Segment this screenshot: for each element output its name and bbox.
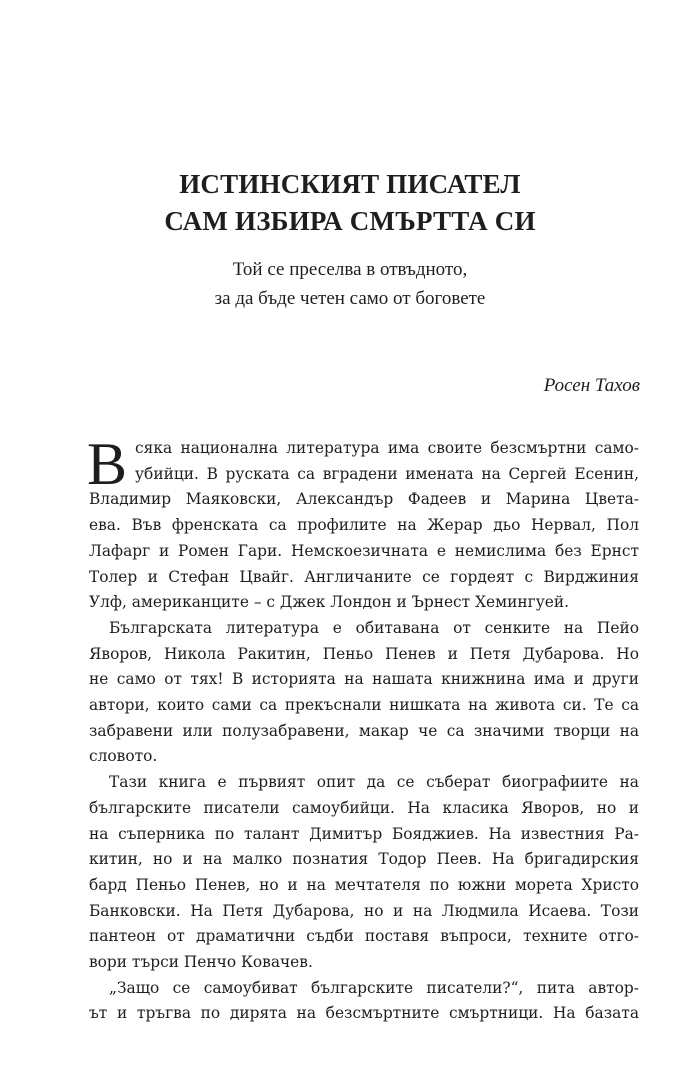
text-line: Владимир Маяковски, Александър Фадеев и Марина Цвета- bbox=[89, 490, 639, 509]
text-line: Тази книга е първият опит да се съберат биографиите на bbox=[109, 773, 639, 792]
text-line: Българската литература е обитавана от сенките на Пейо bbox=[109, 618, 639, 637]
text-lines bbox=[89, 487, 639, 1027]
text-line: „Защо се самоубиват българските писатели?“, пита автор- bbox=[109, 978, 639, 997]
text-line: българските писатели самоубийци. На класика Яворов, но и bbox=[89, 798, 639, 817]
text-line: вори търси Пенчо Ковачев. bbox=[89, 953, 313, 972]
first-paragraph-opening bbox=[87, 431, 639, 497]
text-line: Улф, американците – с Джек Лондон и Ърнест Хемингуей. bbox=[89, 593, 570, 612]
body-text bbox=[87, 431, 639, 1027]
title-line-1: ИСТИНСКИЯТ ПИСАТЕЛ bbox=[179, 169, 521, 199]
text-line: ът и тръгва по дирята на безсмъртните смъртници. На базата bbox=[89, 1004, 639, 1023]
text-line: бард Пеньо Пенев, но и на мечтателя по южни морета Христо bbox=[89, 875, 639, 894]
text-line: автори, които сами са прекъснали нишката на живота си. Те са bbox=[89, 696, 639, 715]
text-line: Банковски. На Петя Дубарова, но и на Людмила Исаева. Този bbox=[89, 901, 639, 920]
subtitle bbox=[0, 255, 700, 313]
text-line: сяка национална литература има своите безсмъртни само- bbox=[135, 439, 639, 457]
drop-cap: В bbox=[87, 431, 128, 497]
text-line: пантеон от драматични съдби поставя въпроси, техните отго- bbox=[89, 927, 639, 946]
text-line: китин, но и на малко познатия Тодор Пеев. На бригадирския bbox=[89, 850, 639, 869]
text-line: убийци. В руската са вградени имената на Сергей Есенин, bbox=[135, 464, 639, 483]
text-line: на съперника по талант Димитър Бояджиев. На известния Ра- bbox=[89, 824, 639, 843]
author-name: Росен Тахов bbox=[543, 375, 640, 396]
text-line: Толер и Стефан Цвайг. Англичаните се гордеят с Вирджиния bbox=[89, 567, 639, 586]
text-line: ева. Във френската са профилите на Жерар дьо Нервал, Пол bbox=[89, 516, 639, 535]
page-title bbox=[0, 166, 700, 240]
text-line: Лафарг и Ромен Гари. Немскоезичната е немислима без Ернст bbox=[89, 541, 639, 560]
text-line: Яворов, Никола Ракитин, Пеньо Пенев и Петя Дубарова. Но bbox=[89, 644, 639, 663]
title-line-2: САМ ИЗБИРА СМЪРТТА СИ bbox=[164, 206, 536, 236]
text-line: словото. bbox=[89, 747, 158, 766]
subtitle-line-1: Той се преселва в отвъдното, bbox=[232, 259, 468, 280]
subtitle-line-2: за да бъде четен само от боговете bbox=[214, 288, 486, 309]
text-line: забравени или полузабравени, макар че са значими творци на bbox=[89, 721, 639, 740]
text-line: не само от тях! В историята на нашата книжнина има и други bbox=[89, 670, 639, 689]
